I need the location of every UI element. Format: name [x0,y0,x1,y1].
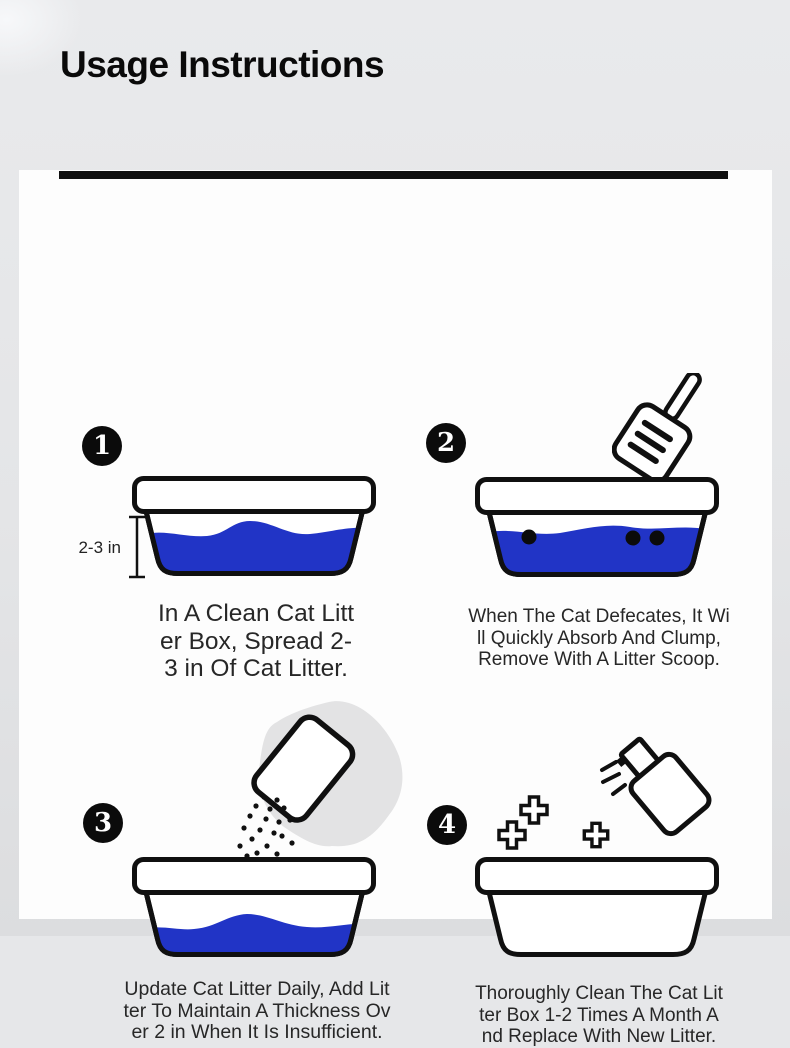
caption-line: ter To Maintain A Thickness Ov [123,999,391,1022]
pouring-litter-bag-icon [222,696,412,862]
step-number: 3 [93,808,113,838]
litter-box-low-icon [132,857,376,957]
step-2-caption [447,606,751,671]
depth-label: 2-3 in [78,538,121,557]
step-4-badge [427,805,467,845]
step-1-caption [106,600,406,683]
caption-line: Thoroughly Clean The Cat Lit [475,983,723,1004]
caption-line: ll Quickly Absorb And Clump, [477,627,721,649]
litter-box-clumps-icon [475,477,719,577]
instructions-card [19,170,772,1047]
page-title: Usage Instructions [60,44,385,85]
caption-line: er Box, Spread 2- [159,627,353,655]
caption-line: nd Replace With New Litter. [481,1026,717,1047]
step-2-badge [426,423,466,463]
step-4-caption [447,983,751,1048]
caption-line: Remove With A Litter Scoop. [478,649,720,670]
caption-line: Update Cat Litter Daily, Add Lit [124,978,390,1000]
caption-line: er 2 in When It Is Insufficient. [131,1021,383,1043]
caption-line: 3 in Of Cat Litter. [164,655,348,682]
step-number: 4 [437,810,457,840]
sparkle-plus-icons [492,786,617,856]
caption-line: In A Clean Cat Litt [157,600,355,627]
step-1-badge [82,426,122,466]
step-number: 1 [92,431,112,461]
step-3-caption [107,979,407,1044]
caption-line: ter Box 1-2 Times A Month A [479,1004,719,1026]
caption-line: When The Cat Defecates, It Wi [468,606,730,627]
litter-box-filled-icon [132,476,376,576]
step-3-badge [83,803,123,843]
litter-box-empty-icon [475,857,719,957]
step-number: 2 [436,428,456,458]
header-divider [59,171,728,179]
